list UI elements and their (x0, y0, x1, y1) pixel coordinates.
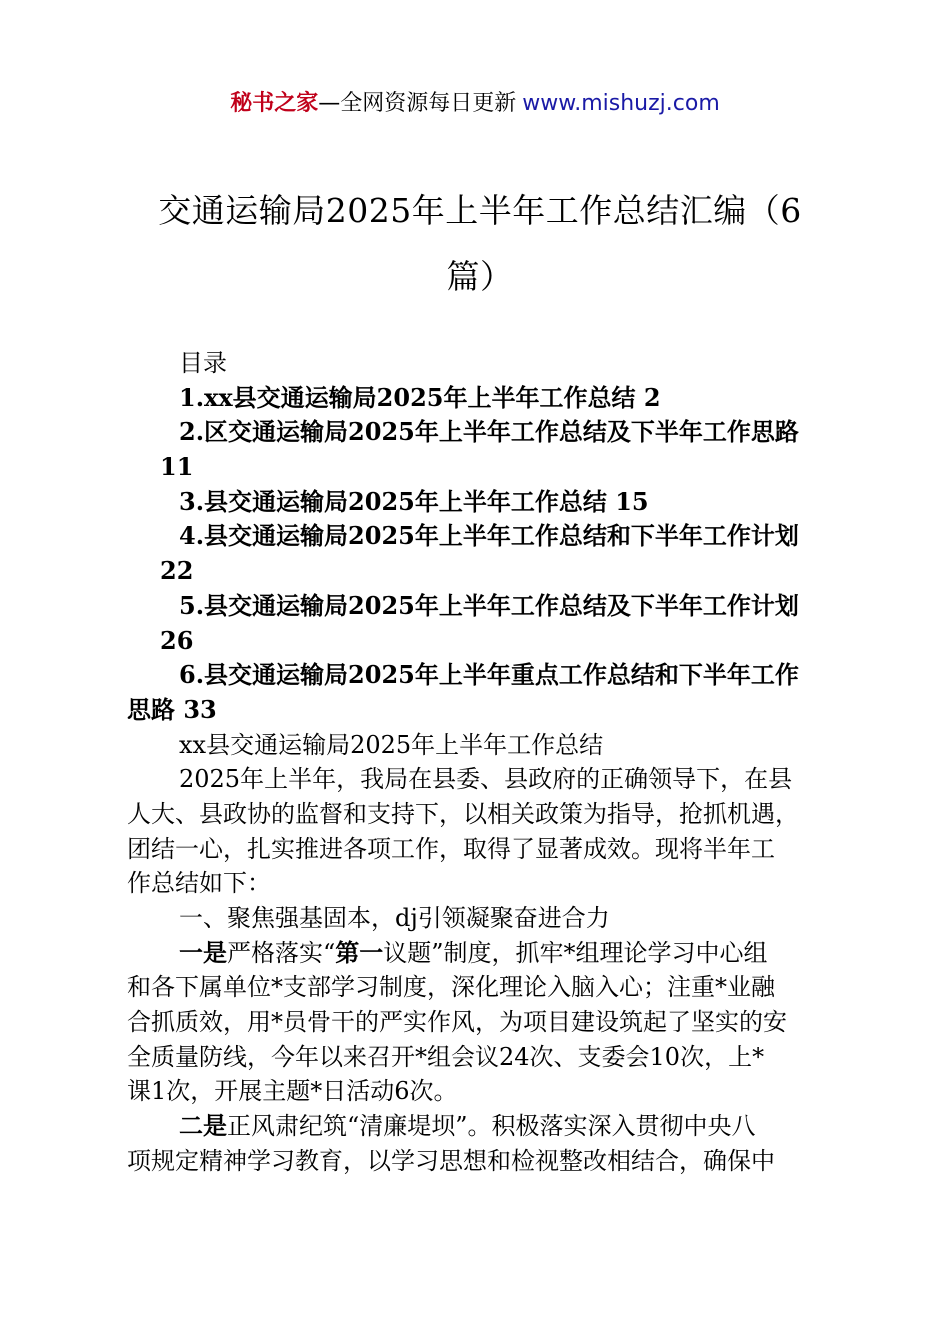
toc-item-4-page[interactable]: 22 (160, 556, 194, 586)
paragraph-2-text: 正风肃纪筑“清廉堤坝”。积极落实深入贯彻中央八 (227, 1112, 756, 1141)
paragraph-1-line-1 (127, 936, 832, 971)
site-header (0, 88, 950, 120)
toc-item-6-page[interactable]: 思路 33 (127, 694, 217, 724)
paragraph-2-line-2: 项规定精神学习教育，以学习思想和检视整改相结合，确保中 (127, 1146, 775, 1175)
paragraph-1-text-a: 严格落实“ (227, 938, 336, 967)
toc-item-2-page[interactable]: 11 (160, 452, 194, 482)
brand-name[interactable]: 秘书之家 (230, 91, 319, 116)
toc-item-1[interactable]: 1.xx县交通运输局2025年上半年工作总结 2 (179, 382, 661, 412)
section-heading-1: 一、聚焦强基固本，dj引领凝聚奋进合力 (179, 904, 610, 932)
paragraph-2-lead: 二是 (179, 1111, 227, 1141)
article-heading: xx县交通运输局2025年上半年工作总结 (179, 730, 604, 759)
paragraph-2-line-1 (127, 1109, 832, 1144)
header-tagline: —全网资源每日更新 (318, 91, 517, 116)
intro-line-2: 人大、县政协的监督和支持下，以相关政策为指导，抢抓机遇， (127, 799, 799, 828)
paragraph-1-line-5: 课1次，开展主题*日活动6次。 (127, 1077, 458, 1106)
site-link[interactable]: www.mishuzj.com (522, 91, 720, 116)
toc-item-2[interactable]: 2.区交通运输局2025年上半年工作总结及下半年工作思路 (179, 417, 799, 447)
intro-line-4: 作总结如下： (127, 869, 271, 898)
title-line-1: 交通运输局2025年上半年工作总结汇编（6 (158, 191, 802, 230)
title-line-2: 篇） (446, 257, 514, 296)
intro-line-3: 团结一心，扎实推进各项工作，取得了显著成效。现将半年工 (127, 834, 775, 863)
toc-item-6[interactable]: 6.县交通运输局2025年上半年重点工作总结和下半年工作 (179, 660, 799, 690)
document-body (127, 346, 832, 1179)
paragraph-1-emphasis: 第一 (335, 937, 384, 967)
toc-item-4[interactable]: 4.县交通运输局2025年上半年工作总结和下半年工作计划 (179, 521, 799, 551)
paragraph-1-line-3: 合抓质效，用*员骨干的严实作风，为项目建设筑起了坚实的安 (127, 1008, 787, 1037)
intro-line-1: 2025年上半年，我局在县委、县政府的正确领导下，在县 (179, 765, 793, 794)
paragraph-1-line-4: 全质量防线，今年以来召开*组会议24次、支委会10次，上* (127, 1042, 765, 1071)
paragraph-1-text-b: 议题”制度，抓牢*组理论学习中心组 (383, 938, 768, 967)
paragraph-1-lead: 一是 (179, 937, 227, 967)
toc-item-5-page[interactable]: 26 (160, 625, 194, 655)
toc-item-5[interactable]: 5.县交通运输局2025年上半年工作总结及下半年工作计划 (179, 590, 799, 620)
toc-item-3[interactable]: 3.县交通运输局2025年上半年工作总结 15 (179, 486, 649, 516)
document-title (130, 178, 830, 310)
paragraph-1-line-2: 和各下属单位*支部学习制度，深化理论入脑入心；注重*业融 (127, 973, 775, 1002)
toc-heading: 目录 (179, 349, 227, 377)
